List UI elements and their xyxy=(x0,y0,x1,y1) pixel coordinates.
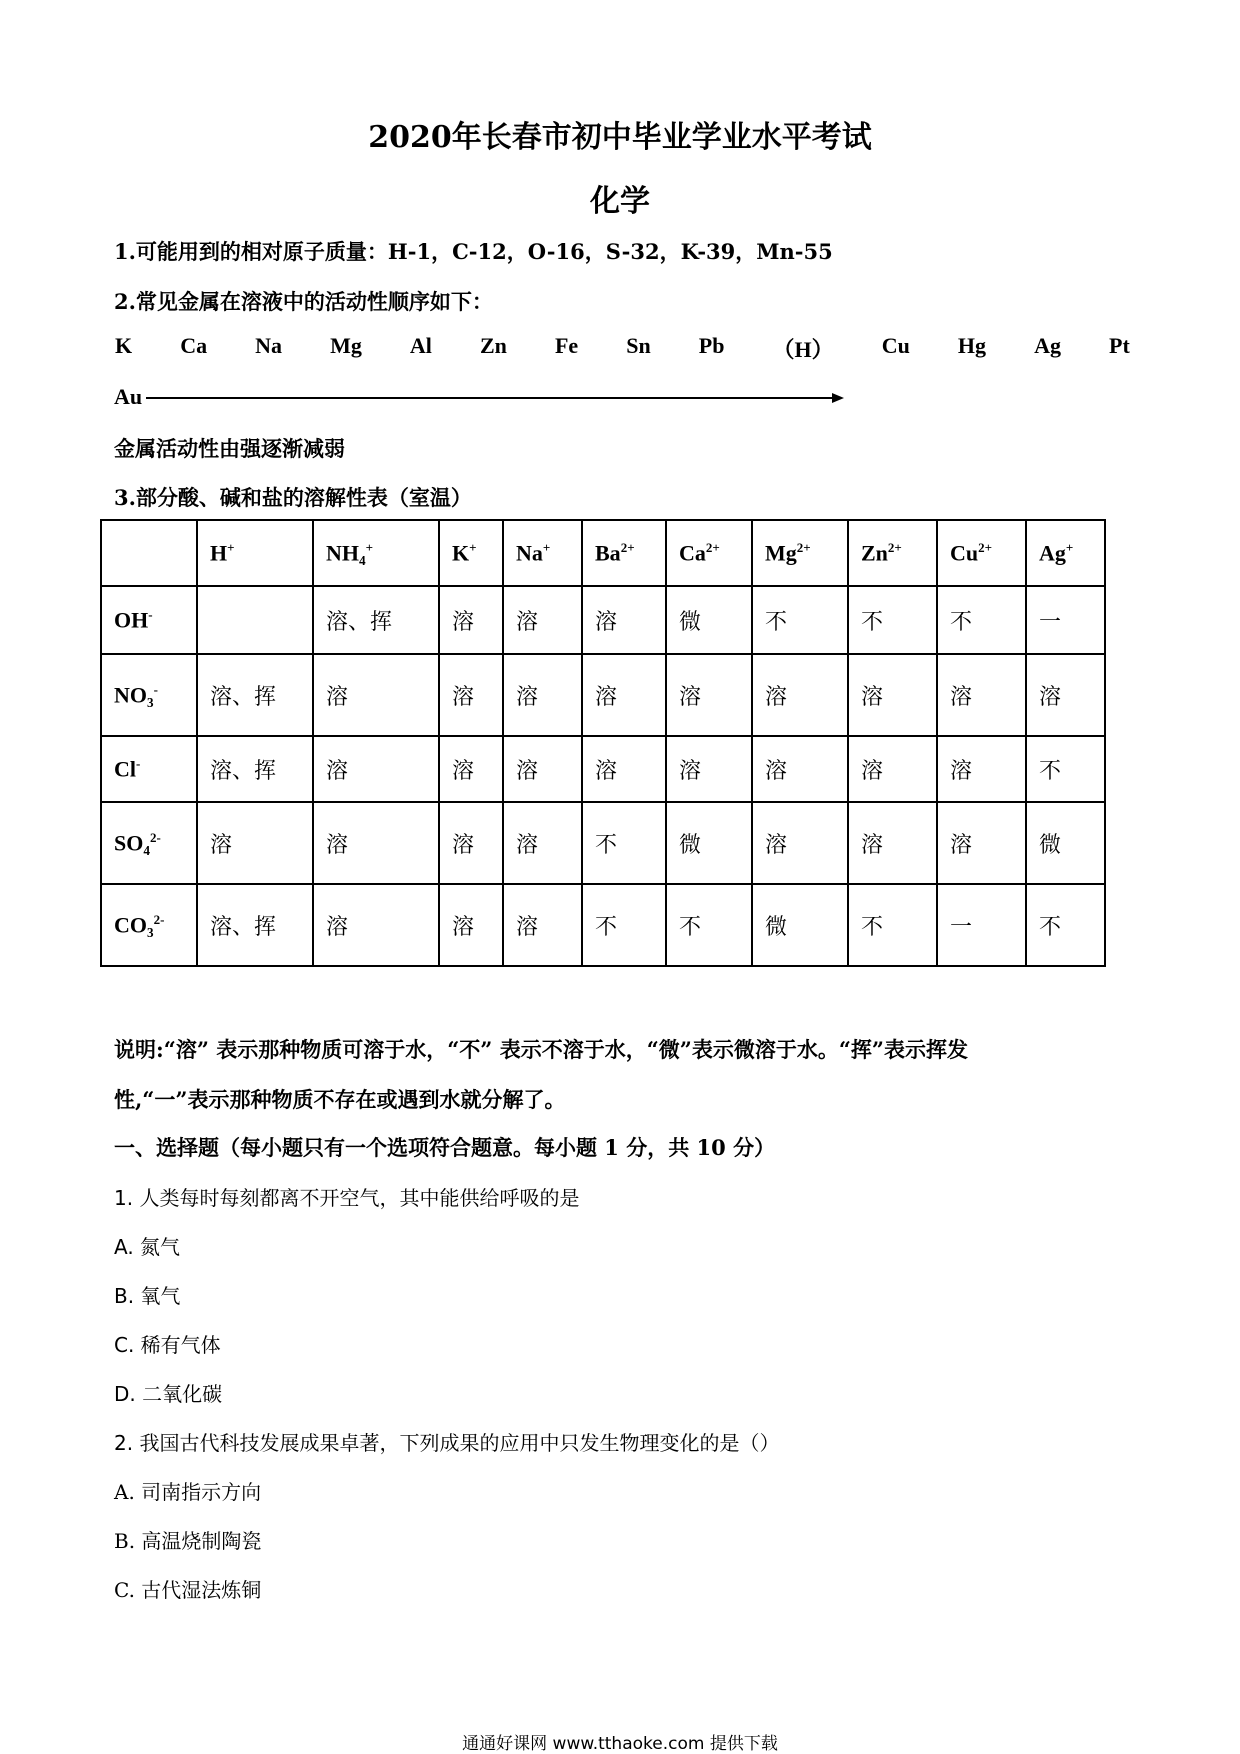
anion-header xyxy=(101,736,197,802)
cation-charge: + xyxy=(227,539,235,555)
solubility-cell: 溶 xyxy=(848,736,937,802)
cation-header xyxy=(1026,520,1105,586)
cation-header xyxy=(752,520,848,586)
anion-charge: - xyxy=(153,681,158,697)
metal-symbol: Zn xyxy=(479,333,507,358)
cation-symbol: Cu xyxy=(950,540,979,566)
anion-charge: - xyxy=(148,606,153,622)
anion-symbol: OH xyxy=(114,607,149,633)
anion-header xyxy=(101,654,197,736)
solubility-cell: 溶 xyxy=(666,654,752,736)
anion-symbol: Cl xyxy=(114,756,136,782)
solubility-cell: 溶 xyxy=(439,736,503,802)
solubility-cell: 溶、挥 xyxy=(197,884,313,966)
metal-symbol: Mg xyxy=(330,333,362,358)
cation-charge: 2+ xyxy=(887,539,902,555)
solubility-cell: 溶 xyxy=(439,586,503,654)
question-1-option-a: A. 氮气 xyxy=(114,1235,181,1259)
solubility-cell: 溶 xyxy=(752,654,848,736)
question-1-option-b: B. 氧气 xyxy=(114,1284,181,1308)
cation-symbol: Ag xyxy=(1039,540,1066,566)
activity-note: 金属活动性由强逐渐减弱 xyxy=(114,436,345,461)
cation-charge: 2+ xyxy=(978,539,993,555)
question-1-option-c: C. 稀有气体 xyxy=(114,1333,221,1357)
cation-header xyxy=(848,520,937,586)
solubility-cell: 溶 xyxy=(848,654,937,736)
metal-symbol: Pb xyxy=(698,333,725,358)
cation-header xyxy=(937,520,1026,586)
solubility-cell: 不 xyxy=(752,586,848,654)
metal-symbol: Al xyxy=(409,333,432,358)
cation-charge: + xyxy=(365,539,374,555)
question-2-option-a: A. 司南指示方向 xyxy=(114,1480,262,1504)
solubility-cell: 溶 xyxy=(439,654,503,736)
anion-header xyxy=(101,802,197,884)
cation-charge: 2+ xyxy=(705,539,720,555)
solubility-cell: 不 xyxy=(848,884,937,966)
subject-title: 化学 xyxy=(590,184,650,219)
solubility-cell: 溶 xyxy=(313,654,439,736)
metal-symbol: Ag xyxy=(1034,333,1061,358)
cation-header xyxy=(313,520,439,586)
anion-symbol: SO₄ xyxy=(114,830,150,856)
metal-au: Au xyxy=(114,384,143,409)
solubility-cell: 溶 xyxy=(937,736,1026,802)
solubility-cell: 微 xyxy=(752,884,848,966)
note-activity-series: 2.常见金属在溶液中的活动性顺序如下： xyxy=(114,289,493,314)
solubility-cell: 溶、挥 xyxy=(313,586,439,654)
solubility-cell: 溶 xyxy=(197,802,313,884)
solubility-cell: 溶 xyxy=(582,586,666,654)
cation-symbol: NH₄ xyxy=(326,540,366,566)
solubility-cell: 微 xyxy=(1026,802,1105,884)
explanation-line-1: 说明:“溶” 表示那种物质可溶于水，“不” 表示不溶于水，“微”表示微溶于水。“挥”表示挥发 xyxy=(114,1037,969,1062)
anion-symbol: NO₃ xyxy=(114,682,154,708)
metal-activity-row xyxy=(115,333,1130,364)
solubility-cell: 溶 xyxy=(503,802,582,884)
question-1-stem: 1. 人类每时每刻都离不开空气，其中能供给呼吸的是 xyxy=(114,1186,580,1210)
solubility-cell: 不 xyxy=(582,802,666,884)
solubility-cell: 不 xyxy=(848,586,937,654)
cation-header xyxy=(197,520,313,586)
solubility-cell: 微 xyxy=(666,802,752,884)
question-1-option-d: D. 二氧化碳 xyxy=(114,1382,223,1406)
solubility-table xyxy=(100,519,1106,967)
solubility-cell: 不 xyxy=(582,884,666,966)
cation-symbol: Ca xyxy=(679,540,706,566)
anion-charge: 2- xyxy=(153,911,165,927)
solubility-cell: 不 xyxy=(1026,736,1105,802)
question-2-option-b: B. 高温烧制陶瓷 xyxy=(114,1529,262,1553)
metal-symbol: Ca xyxy=(180,333,208,358)
table-row xyxy=(101,654,1105,736)
table-row xyxy=(101,586,1105,654)
solubility-cell: 溶 xyxy=(503,586,582,654)
table-row xyxy=(101,736,1105,802)
metal-symbol: Pt xyxy=(1109,333,1130,358)
cation-symbol: Na xyxy=(516,540,543,566)
solubility-cell xyxy=(197,586,313,654)
solubility-cell: 溶 xyxy=(937,802,1026,884)
solubility-cell: 溶 xyxy=(313,802,439,884)
cation-charge: 2+ xyxy=(620,539,635,555)
table-row xyxy=(101,802,1105,884)
section-heading: 一、选择题（每小题只有一个选项符合题意。每小题 1 分，共 10 分） xyxy=(114,1135,776,1160)
explanation-line-2: 性,“一”表示那种物质不存在或遇到水就分解了。 xyxy=(114,1087,566,1112)
solubility-cell: 溶 xyxy=(582,654,666,736)
anion-header xyxy=(101,884,197,966)
page-footer: 通通好课网 www.tthaoke.com 提供下载 xyxy=(462,1734,778,1754)
cation-symbol: Ba xyxy=(595,540,621,566)
solubility-cell: 微 xyxy=(666,586,752,654)
cation-symbol: Zn xyxy=(861,540,888,566)
cation-charge: + xyxy=(1065,539,1074,555)
metal-symbol: （H） xyxy=(772,337,834,362)
cation-header xyxy=(439,520,503,586)
solubility-cell: 溶 xyxy=(848,802,937,884)
table-header-row xyxy=(101,520,1105,586)
anion-charge: - xyxy=(136,755,141,771)
metal-symbol: Hg xyxy=(957,333,987,358)
solubility-cell: 溶 xyxy=(752,736,848,802)
cation-header xyxy=(503,520,582,586)
solubility-cell: 溶 xyxy=(666,736,752,802)
table-row xyxy=(101,884,1105,966)
cation-charge: 2+ xyxy=(796,539,811,555)
metal-symbol: K xyxy=(115,333,133,358)
solubility-cell: 不 xyxy=(1026,884,1105,966)
anion-symbol: CO₃ xyxy=(114,912,154,938)
metal-symbol: Sn xyxy=(626,333,651,358)
cation-charge: + xyxy=(469,539,477,555)
activity-arrow xyxy=(146,391,846,405)
cation-symbol: K xyxy=(452,540,470,566)
metal-symbol: Cu xyxy=(881,333,910,358)
cation-header xyxy=(582,520,666,586)
solubility-cell: 溶、挥 xyxy=(197,654,313,736)
solubility-cell: 不 xyxy=(937,586,1026,654)
note-solubility-table: 3.部分酸、碱和盐的溶解性表（室温） xyxy=(114,485,472,510)
solubility-cell: 溶 xyxy=(439,802,503,884)
metal-symbol: Fe xyxy=(554,333,579,358)
solubility-cell: 一 xyxy=(1026,586,1105,654)
solubility-cell: 溶 xyxy=(1026,654,1105,736)
table-corner-cell xyxy=(101,520,197,586)
solubility-cell: 溶 xyxy=(503,884,582,966)
cation-charge: + xyxy=(542,539,551,555)
solubility-cell: 一 xyxy=(937,884,1026,966)
solubility-cell: 溶 xyxy=(752,802,848,884)
solubility-cell: 溶 xyxy=(503,736,582,802)
metal-symbol: Na xyxy=(255,333,283,358)
solubility-cell: 溶 xyxy=(503,654,582,736)
solubility-cell: 不 xyxy=(666,884,752,966)
anion-header xyxy=(101,586,197,654)
anion-charge: 2- xyxy=(149,829,161,845)
solubility-cell: 溶 xyxy=(439,884,503,966)
solubility-cell: 溶 xyxy=(313,736,439,802)
cation-header xyxy=(666,520,752,586)
exam-title: 2020年长春市初中毕业学业水平考试 xyxy=(368,120,872,155)
question-2-option-c: C. 古代湿法炼铜 xyxy=(114,1578,262,1602)
note-atomic-mass: 1.可能用到的相对原子质量：H-1，C-12，O-16，S-32，K-39，Mn-55 xyxy=(114,239,833,264)
cation-symbol: H xyxy=(210,540,228,566)
solubility-cell: 溶 xyxy=(937,654,1026,736)
cation-symbol: Mg xyxy=(765,540,797,566)
solubility-cell: 溶 xyxy=(313,884,439,966)
question-2-stem: 2. 我国古代科技发展成果卓著，下列成果的应用中只发生物理变化的是（） xyxy=(114,1431,780,1455)
solubility-cell: 溶、挥 xyxy=(197,736,313,802)
solubility-cell: 溶 xyxy=(582,736,666,802)
